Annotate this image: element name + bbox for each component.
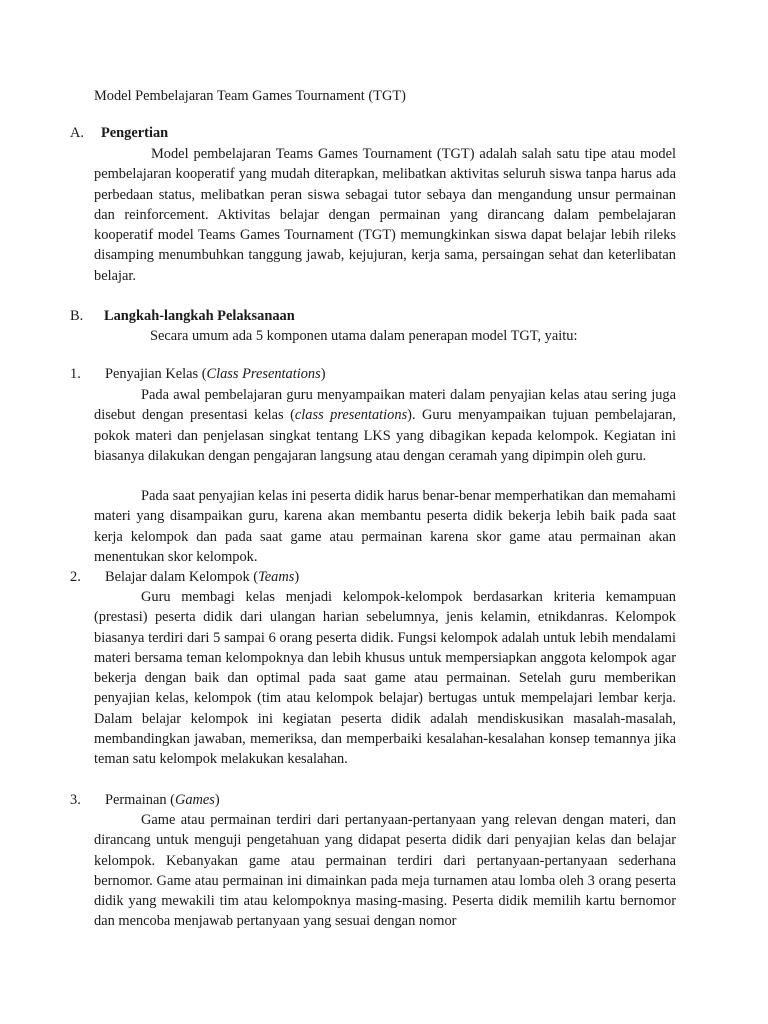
item-1-number: 1.	[70, 366, 81, 382]
item-1-paragraph-1: Pada awal pembelajaran guru menyampaikan materi dalam penyajian kelas atau sering juga disebut dengan presentasi kelas (class presentations). Guru menyampaikan tujuan pembelajaran, pokok materi dan penjelasan singkat tentang LKS yang dibagikan kepada kelompok. Kegiatan ini biasanya dilakukan dengan pengajaran langsung atau dengan ceramah yang dipimpin oleh guru.	[94, 387, 676, 464]
item-1-label: Penyajian Kelas (Class Presentations)	[105, 366, 326, 382]
item-1-paragraph-2: Pada saat penyajian kelas ini peserta didik harus benar-benar memperhatikan dan memahami materi yang disampaikan guru, karena akan membantu peserta didik bekerja lebih baik pada saat kerja kelompok dan pada saat game atau permainan karena skor game atau permainan akan menentukan skor kelompok.	[94, 488, 676, 565]
section-b-intro: Secara umum ada 5 komponen utama dalam penerapan model TGT, yaitu:	[150, 328, 578, 344]
item-3-number: 3.	[70, 792, 81, 808]
section-b-number: B.	[70, 308, 84, 324]
item-3-paragraph: Game atau permainan terdiri dari pertanyaan-pertanyaan yang relevan dengan materi, dan dirancang untuk menguji pengetahuan yang didapat peserta didik dari penyajian kelas dan belajar kelompok. Kebanyakan game atau permainan terdiri dari pertanyaan-pertanyaan sederhana bernomor. Game atau permainan ini dimainkan pada meja turnamen atau lomba oleh 3 orang peserta didik yang mewakili tim atau kelompoknya masing-masing. Peserta didik memilih kartu bernomor dan mencoba menjawab pertanyaan yang sesuai dengan nomor	[94, 812, 676, 930]
section-a-title: Pengertian	[101, 125, 169, 141]
item-2-label: Belajar dalam Kelompok (Teams)	[105, 569, 300, 585]
document-title: Model Pembelajaran Team Games Tournament (TGT)	[94, 88, 406, 104]
section-a-number: A.	[70, 125, 84, 141]
item-3-label: Permainan (Games)	[105, 792, 220, 808]
section-b-title: Langkah-langkah Pelaksanaan	[104, 308, 295, 324]
item-2-number: 2.	[70, 569, 81, 585]
item-2-paragraph: Guru membagi kelas menjadi kelompok-kelompok berdasarkan kriteria kemampuan (prestasi) peserta didik dari ulangan harian sebelumnya, jenis kelamin, etnikdanras. Kelompok biasanya terdiri dari 5 sampai 6 orang peserta didik. Fungsi kelompok adalah untuk lebih mendalami materi bersama teman kelompoknya dan lebih khusus untuk mempersiapkan anggota kelompok agar bekerja dengan baik dan optimal pada saat game atau permainan. Setelah guru memberikan penyajian kelas, kelompok (tim atau kelompok belajar) bertugas untuk mempelajari lembar kerja. Dalam belajar kelompok ini kegiatan peserta didik adalah mendiskusikan masalah-masalah, membandingkan jawaban, memeriksa, dan memperbaiki kesalahan-kesalahan konsep temannya jika teman satu kelompok melakukan kesalahan.	[94, 589, 676, 768]
section-a-paragraph: Model pembelajaran Teams Games Tournament (TGT) adalah salah satu tipe atau model pembelajaran kooperatif yang mudah diterapkan, melibatkan aktivitas seluruh siswa tanpa harus ada perbedaan status, melibatkan peran siswa sebagai tutor sebaya dan mengandung unsur permainan dan reinforcement. Aktivitas belajar dengan permainan yang dirancang dalam pembelajaran kooperatif model Teams Games Tournament (TGT) memungkinkan siswa dapat belajar lebih rileks disamping menumbuhkan tanggung jawab, kejujuran, kerja sama, persaingan sehat dan keterlibatan belajar.	[94, 146, 676, 284]
